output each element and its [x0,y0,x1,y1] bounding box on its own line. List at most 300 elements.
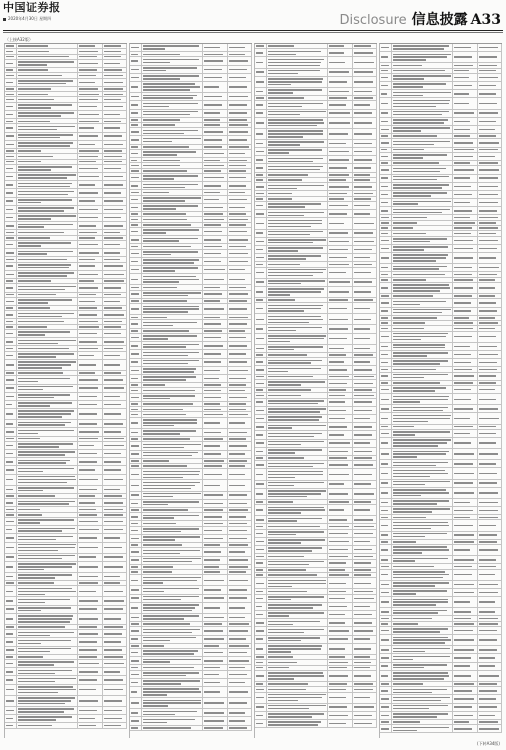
fine-print-text [393,54,451,56]
row-type-cell [478,199,502,206]
row-name-cell [392,215,453,219]
row-type-cell [478,373,502,380]
row-index-cell [380,720,392,724]
table-row [130,535,252,543]
fine-print-text [381,317,388,319]
row-type-cell [353,238,377,245]
fine-print-text [104,404,122,406]
fine-print-text [143,702,201,704]
row-index-cell [255,156,267,163]
fine-print-text [268,389,311,391]
fine-print-text [6,45,14,47]
fine-print-text [79,106,97,108]
row-index-cell [5,241,17,248]
fine-print-text [204,485,220,487]
row-index-cell [380,520,392,530]
fine-print-text [268,662,297,664]
row-name-cell [17,97,78,101]
fine-print-text [393,590,446,592]
fine-print-text [329,179,346,181]
row-type-cell [228,217,252,221]
row-amount-cell [203,52,227,56]
row-amount-cell [328,595,352,602]
row-type-cell [353,516,377,523]
row-type-cell [478,63,502,67]
fine-print-text [268,255,321,257]
row-name-cell [392,430,453,437]
fine-print-text [268,466,313,468]
fine-print-text [6,252,14,254]
table-row [380,671,502,682]
fine-print-text [268,310,303,312]
row-amount-cell [328,77,352,87]
row-name-cell [392,581,453,588]
row-type-cell [353,388,377,392]
fine-print-text [229,378,247,380]
row-amount-cell [203,82,227,92]
row-amount-cell [453,166,477,173]
row-index-cell [5,141,17,148]
fine-print-text [18,307,50,309]
row-type-cell [228,726,252,730]
row-name-cell [142,163,203,167]
row-type-cell [228,627,252,634]
fine-print-text [131,370,139,372]
fine-print-text [354,308,370,310]
row-type-cell [478,215,502,219]
row-type-cell [478,468,502,478]
row-type-cell [103,707,127,714]
fine-print-text [131,165,139,167]
fine-print-text [131,269,139,271]
table-row [380,532,502,540]
row-amount-cell [453,704,477,711]
fine-print-text [131,219,138,221]
fine-print-text [393,495,421,497]
fine-print-text [354,549,373,551]
row-name-cell [267,469,328,479]
row-type-cell [228,190,252,194]
fine-print-text [381,683,389,685]
table-row [255,49,377,57]
fine-print-text [204,170,221,172]
fine-print-text [143,59,199,61]
row-amount-cell [453,654,477,661]
row-name-cell [17,55,78,59]
fine-print-text [229,317,248,319]
row-index-cell [380,570,392,580]
fine-print-text [6,280,13,282]
row-type-cell [228,74,252,81]
table-row [380,52,502,63]
fine-print-text [143,45,199,47]
table-row [380,635,502,646]
fine-print-text [18,121,50,123]
table-row [130,182,252,190]
fine-print-text [18,112,74,114]
fine-print-text [329,457,347,459]
fine-print-text [354,434,372,436]
fine-print-text [131,660,139,662]
row-index-cell [255,353,267,357]
row-type-cell [478,520,502,530]
fine-print-text [143,615,199,617]
fine-print-text [381,728,389,730]
fine-print-text [329,319,348,321]
fine-print-text [268,512,300,514]
fine-print-text [268,586,292,588]
fine-print-text [143,335,197,337]
table-row [255,156,377,164]
fine-print-text [268,604,322,606]
row-index-cell [130,217,142,221]
row-type-cell [478,52,502,62]
row-name-cell [267,49,328,56]
fine-print-text [229,645,249,647]
row-amount-cell [78,393,102,400]
fine-print-text [79,232,97,234]
row-index-cell [380,90,392,97]
fine-print-text [381,408,389,410]
fine-print-text [79,161,96,163]
fine-print-text [6,144,14,146]
fine-print-text [131,712,138,714]
row-type-cell [103,160,127,164]
fine-print-text [229,702,248,704]
row-type-cell [103,338,127,345]
fine-print-text [268,283,300,285]
fine-print-text [143,561,192,563]
fine-print-text [6,461,13,463]
fine-print-text [79,718,95,720]
row-index-cell [255,712,267,719]
fine-print-text [268,81,322,83]
fine-print-text [381,665,388,667]
fine-print-text [454,442,471,444]
fine-print-text [256,501,263,503]
row-amount-cell [328,129,352,139]
fine-print-text [143,711,196,713]
fine-print-text [479,382,497,384]
row-amount-cell [78,206,102,213]
row-type-cell [478,430,502,437]
row-amount-cell [453,74,477,81]
row-name-cell [142,44,203,51]
row-name-cell [17,319,78,323]
row-amount-cell [78,257,102,261]
table-row [130,394,252,402]
row-name-cell [17,49,78,53]
table-row [380,704,502,712]
fine-print-text [104,200,124,202]
fine-print-text [204,279,223,281]
fine-print-text [454,227,472,229]
table-row [380,139,502,147]
fine-print-text [268,441,324,443]
fine-print-text [143,691,200,693]
row-type-cell [228,136,252,143]
row-type-cell [353,262,377,266]
row-index-cell [380,321,392,325]
row-type-cell [353,218,377,228]
fine-print-text [268,308,321,310]
fine-print-text [131,213,138,215]
row-index-cell [255,489,267,499]
row-index-cell [5,222,17,229]
fine-print-text [454,665,470,667]
fine-print-text [479,566,496,568]
fine-print-text [79,51,98,53]
fine-print-text [329,198,344,200]
fine-print-text [393,241,430,243]
fine-print-text [268,92,293,94]
fine-print-text [381,65,389,67]
fine-print-text [131,438,138,440]
row-index-cell [380,272,392,276]
row-index-cell [255,644,267,654]
fine-print-text [104,445,124,447]
row-name-cell [392,199,453,206]
table-row [5,393,127,401]
row-amount-cell [328,178,352,182]
fine-print-text [18,294,56,296]
fine-print-text [393,612,438,614]
fine-print-text [268,678,294,680]
table-row [5,668,127,676]
row-index-cell [380,540,392,544]
fine-print-text [329,361,344,363]
fine-print-text [393,623,418,625]
row-name-cell [17,271,78,278]
row-name-cell [17,154,78,158]
row-type-cell [353,687,377,691]
fine-print-text [479,698,496,700]
row-amount-cell [78,271,102,278]
fine-print-text [256,291,263,293]
fine-print-text [104,521,124,523]
row-name-cell [392,597,453,607]
row-index-cell [5,442,17,449]
fine-print-text [204,544,220,546]
row-type-cell [478,532,502,539]
fine-print-text [354,723,372,725]
fine-print-text [393,369,435,371]
fine-print-text [104,63,120,65]
row-amount-cell [78,141,102,148]
fine-print-text [393,154,447,156]
fine-print-text [6,121,13,123]
fine-print-text [268,507,324,509]
fine-print-text [104,168,121,170]
row-amount-cell [203,258,227,265]
row-amount-cell [203,508,227,512]
row-amount-cell [453,98,477,108]
row-type-cell [478,175,502,182]
row-name-cell [142,442,203,449]
fine-print-text [454,222,474,224]
fine-print-text [131,261,138,263]
table-row [130,679,252,687]
row-name-cell [267,524,328,528]
fine-print-text [268,78,323,80]
row-index-cell [255,720,267,727]
fine-print-text [256,715,263,717]
fine-print-text [256,257,264,259]
fine-print-text [131,523,138,525]
fine-print-text [229,667,246,669]
row-index-cell [380,725,392,732]
fine-print-text [79,56,97,58]
row-name-cell [392,52,453,62]
row-type-cell [103,685,127,695]
table-row [5,409,127,420]
fine-print-text [6,168,13,170]
row-index-cell [130,169,142,173]
fine-print-text [79,294,95,296]
fine-print-text [131,530,138,532]
row-amount-cell [328,538,352,545]
row-index-cell [130,158,142,162]
fine-print-text [104,176,124,178]
fine-print-text [454,517,469,519]
row-type-cell [103,393,127,400]
fine-print-text [393,144,434,146]
fine-print-text [268,141,324,143]
table-row [130,429,252,437]
fine-print-text [131,60,138,62]
row-name-cell [267,118,328,128]
fine-print-text [104,237,123,239]
fine-print-text [229,185,247,187]
row-type-cell [478,226,502,230]
fine-print-text [479,541,497,543]
table-row [255,140,377,148]
row-amount-cell [203,74,227,81]
fine-print-text [329,249,348,251]
row-amount-cell [328,118,352,128]
row-amount-cell [78,68,102,72]
row-name-cell [17,198,78,205]
fine-print-text [393,111,449,113]
fine-print-text [6,509,14,511]
table-row [380,191,502,199]
row-type-cell [478,394,502,404]
table-row [380,507,502,515]
fine-print-text [393,246,448,248]
row-amount-cell [203,627,227,634]
fine-print-text [256,71,264,73]
row-index-cell [380,646,392,653]
fine-print-text [354,159,373,161]
row-name-cell [142,320,203,327]
row-type-cell [228,223,252,227]
fine-print-text [354,361,371,363]
row-amount-cell [203,565,227,569]
fine-print-text [454,584,474,586]
fine-print-text [204,231,222,233]
table-row [130,575,252,586]
fine-print-text [256,562,263,564]
fine-print-text [131,465,139,467]
fine-print-text [143,130,198,132]
row-name-cell [267,568,328,572]
fine-print-text [204,422,220,424]
row-index-cell [130,250,142,257]
fine-print-text [143,632,192,634]
table-row [130,726,252,731]
row-index-cell [130,575,142,585]
row-index-cell [130,442,142,449]
fine-print-text [329,648,345,650]
fine-print-text [204,566,219,568]
row-index-cell [380,438,392,448]
fine-print-text [393,328,424,330]
row-index-cell [255,191,267,195]
fine-print-text [393,672,448,674]
fine-print-text [18,468,74,470]
fine-print-text [143,352,199,354]
row-index-cell [255,589,267,593]
row-name-cell [142,394,203,401]
fine-print-text [143,300,187,302]
fine-print-text [256,328,263,330]
row-name-cell [142,334,203,341]
row-name-cell [392,308,453,315]
row-name-cell [142,174,203,181]
row-amount-cell [328,469,352,479]
fine-print-text [143,430,196,432]
fine-print-text [354,232,374,234]
row-index-cell [130,320,142,327]
row-index-cell [380,183,392,190]
fine-print-text [381,56,388,58]
fine-print-text [229,239,248,241]
row-type-cell [103,230,127,234]
fine-print-text [143,344,199,346]
fine-print-text [143,596,199,598]
fine-print-text [143,103,198,105]
table-row [130,320,252,328]
row-amount-cell [78,119,102,123]
fine-print-text [143,422,196,424]
row-index-cell [5,376,17,383]
table-row [130,266,252,274]
row-amount-cell [78,149,102,153]
row-index-cell [380,278,392,282]
row-name-cell [142,359,203,366]
row-index-cell [255,298,267,302]
fine-print-text [204,139,222,141]
fine-print-text [268,62,321,64]
fine-print-text [131,674,139,676]
fine-print-text [18,530,62,532]
fine-print-text [329,410,346,412]
row-amount-cell [78,660,102,667]
fine-print-text [143,653,193,655]
fine-print-text [268,449,321,451]
fine-print-text [329,376,349,378]
table-row [380,82,502,90]
fine-print-text [268,269,326,271]
row-index-cell [255,568,267,572]
fine-print-text [393,301,446,303]
table-row [255,268,377,279]
fine-print-text [479,354,499,356]
fine-print-text [268,335,325,337]
fine-print-text [131,571,138,573]
fine-print-text [104,700,122,702]
row-type-cell [103,486,127,493]
